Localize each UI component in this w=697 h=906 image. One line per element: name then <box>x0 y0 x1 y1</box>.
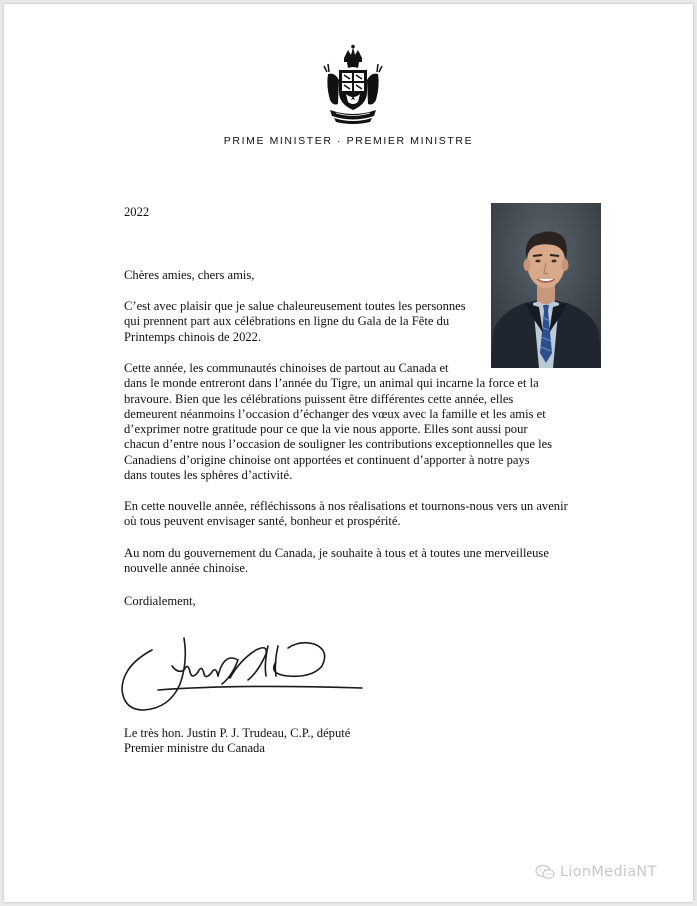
paragraph-2-line: d’exprimer notre gratitude pour ce que la vie nous apporte. Elles sont aussi pour <box>124 422 528 437</box>
wechat-icon <box>535 864 555 880</box>
watermark-text: LionMediaNT <box>560 864 657 880</box>
signatory-title: Premier ministre du Canada <box>124 741 265 755</box>
paragraph-4: Au nom du gouvernement du Canada, je souhaite à tous et à toutes une merveilleuse nouvelle année chinoise. <box>124 546 549 576</box>
watermark <box>535 864 657 880</box>
letter-page <box>4 4 693 902</box>
paragraph-2-line: Cette année, les communautés chinoises de partout au Canada et <box>124 361 449 375</box>
paragraph-2-line: demeurent néanmoins l’occasion d’échanger des vœux avec la famille et les amis et <box>124 406 546 421</box>
paragraph-2-line: Canadiens d’origine chinoise ont apportées et continuent d’apporter à notre pays <box>124 452 530 467</box>
letter-date: 2022 <box>124 205 150 219</box>
office-title: PRIME MINISTER · PREMIER MINISTRE <box>223 135 474 147</box>
paragraph-3: En cette nouvelle année, réfléchissons à nos réalisations et tournons-nous vers un avenir où tous peuvent envisager santé, bonheur et prospérité. <box>124 499 568 529</box>
coat-of-arms-icon <box>322 44 384 124</box>
paragraph-2-line: bravoure. Bien que les célébrations puissent être différentes cette année, elles <box>124 391 514 406</box>
paragraph-2-line: chacun d’entre nous l’occasion de souligner les contributions exceptionnelles que les <box>124 437 553 452</box>
portrait-photo <box>491 203 601 368</box>
paragraph-2-line: dans toutes les sphères d’activité. <box>124 468 293 483</box>
paragraph-1: C’est avec plaisir que je salue chaleureusement toutes les personnes qui prennent part aux célébrations en ligne du Gala de la Fête du Printemps chinois de 2022. <box>124 299 466 344</box>
paragraph-2 <box>124 361 579 483</box>
greeting: Chères amies, chers amis, <box>124 268 255 282</box>
closing: Cordialement, <box>124 594 196 608</box>
signatory-name: Le très hon. Justin P. J. Trudeau, C.P., député <box>124 726 351 740</box>
paragraph-2-line: dans le monde entreront dans l’année du Tigre, un animal qui incarne la force et la <box>124 376 539 391</box>
handwritten-signature <box>118 632 368 714</box>
